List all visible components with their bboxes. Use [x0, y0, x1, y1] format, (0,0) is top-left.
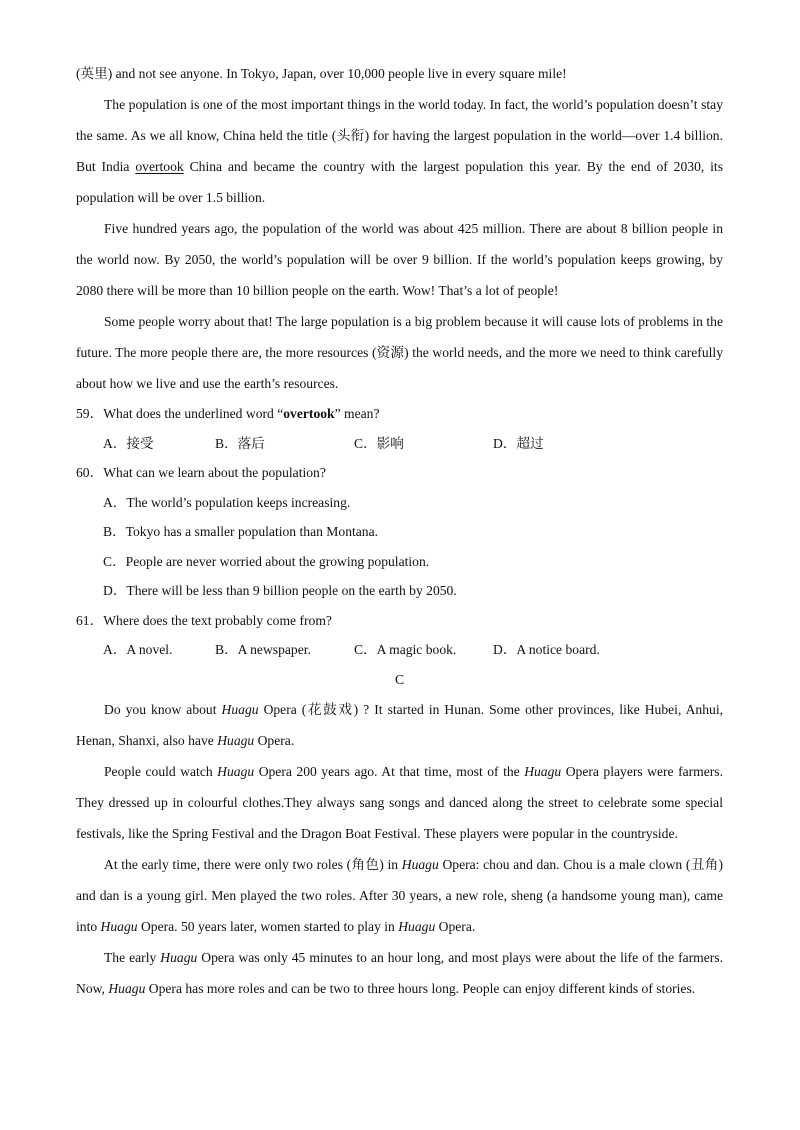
- huagu-term: Huagu: [100, 919, 138, 934]
- option-a[interactable]: A．The world’s population keeps increasing.: [103, 494, 351, 510]
- passage-paragraph: Do you know about Huagu Opera (花鼓戏) ? It started in Hunan. Some other provinces, like Hubei, Anhui, Henan, Shanxi, also have Huagu Opera.: [76, 702, 723, 748]
- huagu-term: Huagu: [160, 950, 198, 965]
- option-c[interactable]: C．A magic book.: [354, 642, 457, 657]
- option-d[interactable]: D．A notice board.: [493, 642, 600, 657]
- underlined-word: overtook: [135, 159, 184, 174]
- passage-paragraph: Some people worry about that! The large population is a big problem because it will cause lots of problems in the future. The more people there are, the more resources (资源) the world needs, and the more we need to think carefully about how we live and use the earth’s resources.: [76, 314, 723, 391]
- question-59: 59．What does the underlined word “overtook” mean?: [76, 406, 380, 421]
- question-59-options: [103, 429, 723, 459]
- option-d[interactable]: D．There will be less than 9 billion people on the earth by 2050.: [103, 583, 457, 598]
- option-b[interactable]: B．落后: [215, 435, 265, 451]
- huagu-term: Huagu: [398, 919, 436, 934]
- question-60: 60．What can we learn about the population?: [76, 465, 326, 480]
- section-label: C: [394, 671, 405, 687]
- passage-paragraph: Five hundred years ago, the population of the world was about 425 million. There are about 8 billion people in the world now. By 2050, the world’s population will be over 9 billion. If the world’s population keeps growing, by 2080 there will be more than 10 billion people on the earth. Wow! That’s a lot of people!: [76, 221, 723, 298]
- huagu-term: Huagu: [401, 857, 439, 872]
- option-b[interactable]: B．A newspaper.: [215, 642, 311, 657]
- option-a[interactable]: A．接受: [103, 435, 154, 451]
- document-content: [76, 58, 723, 1004]
- passage-paragraph: The early Huagu Opera was only 45 minutes to an hour long, and most plays were about the life of the farmers. Now, Huagu Opera has more roles and can be two to three hours long. People can enjoy different kinds of stories.: [76, 950, 723, 996]
- huagu-term: Huagu: [217, 733, 255, 748]
- huagu-term: Huagu: [524, 764, 562, 779]
- passage-paragraph: People could watch Huagu Opera 200 years ago. At that time, most of the Huagu Opera players were farmers. They dressed up in colourful clothes.They always sang songs and danced along the street to celebrate some special festivals, like the Spring Festival and the Dragon Boat Festival. These players were popular in the countryside.: [76, 764, 723, 841]
- passage-paragraph: At the early time, there were only two roles (角色) in Huagu Opera: chou and dan. Chou is a male clown (丑角) and dan is a young girl. Men played the two roles. After 30 years, a new role, sheng (a handsome young man), came into Huagu Opera. 50 years later, women started to play in Huagu Opera.: [76, 857, 724, 934]
- option-c[interactable]: C．影响: [354, 435, 404, 451]
- passage-paragraph: The population is one of the most important things in the world today. In fact, the world’s population doesn’t stay the same. As we all know, China held the title (头衔) for having the largest population in the world—over 1.4 billion. But India overtook China and became the country with the largest population this year. By the end of 2030, its population will be over 1.5 billion.: [76, 97, 723, 205]
- option-a[interactable]: A．A novel.: [103, 642, 173, 657]
- huagu-term: Huagu: [217, 764, 255, 779]
- question-61-options: [103, 635, 723, 665]
- question-61: 61．Where does the text probably come from?: [76, 612, 332, 628]
- huagu-term: Huagu: [221, 702, 259, 717]
- option-c[interactable]: C．People are never worried about the growing population.: [103, 553, 430, 569]
- option-d[interactable]: D．超过: [493, 435, 544, 451]
- passage-paragraph: (英里) and not see anyone. In Tokyo, Japan, over 10,000 people live in every square mile!: [76, 66, 567, 81]
- question-60-options: [76, 488, 723, 606]
- option-b[interactable]: B．Tokyo has a smaller population than Montana.: [103, 524, 379, 539]
- huagu-term: Huagu: [108, 981, 146, 996]
